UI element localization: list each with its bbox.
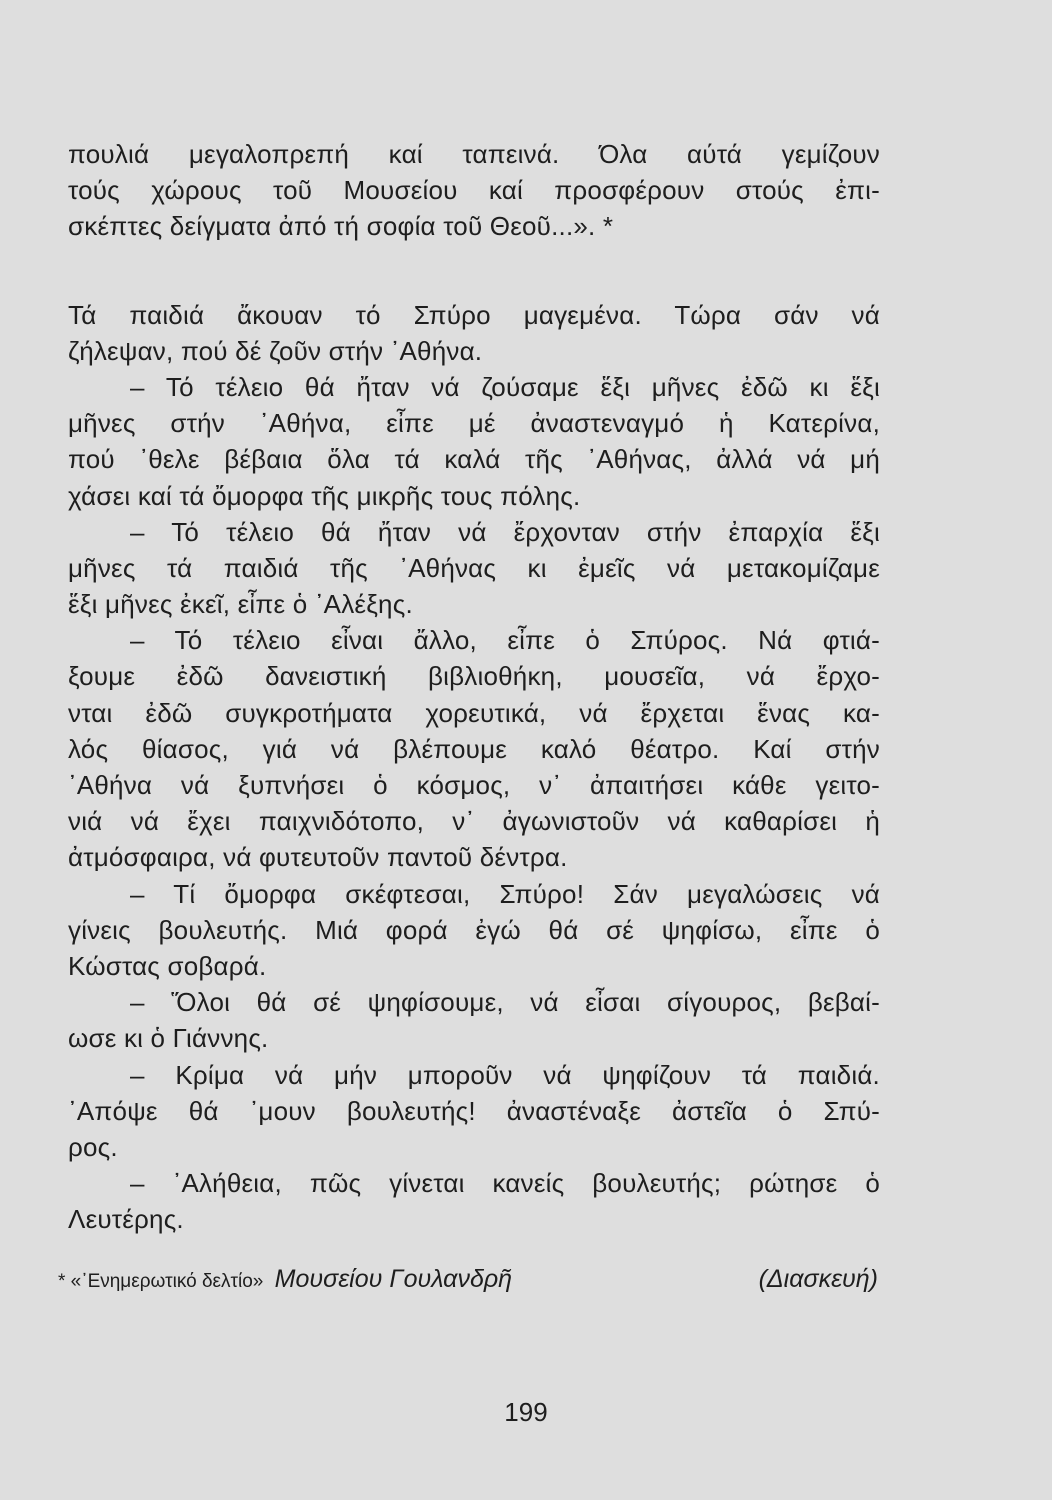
footnote-marker: * «᾽Ενημερωτικό δελτίο» — [58, 1271, 264, 1292]
text-line: Τά παιδιά ἄκουαν τό Σπύρο μαγεμένα. Τώρα σάν νά — [68, 299, 880, 330]
text-line: νται ἐδῶ συγκροτήματα χορευτικά, νά ἔρχεται ἕνας κα- — [68, 697, 880, 728]
text-line: ωσε κι ὁ Γιάννης. — [68, 1023, 269, 1054]
text-line: Κώστας σοβαρά. — [68, 950, 267, 981]
dialogue-line: – Ὅλοι θά σέ ψηφίσουμε, νά εἶσαι σίγουρος, βεβαί- — [130, 987, 880, 1018]
text-line: μῆνες στήν ᾽Αθήνα, εἶπε μέ ἀναστεναγμό ἡ Κατερίνα, — [68, 408, 880, 439]
text-line: ξουμε ἐδῶ δανειστική βιβλιοθήκη, μουσεῖα, νά ἔρχο- — [68, 661, 880, 692]
text-line: λός θίασος, γιά νά βλέπουμε καλό θέατρο. Καί στήν — [68, 733, 880, 764]
footnote-source: Μουσείου Γουλανδρῆ — [274, 1265, 513, 1293]
text-line: χάσει καί τά ὄμορφα τῆς μικρῆς τους πόλης. — [68, 480, 581, 511]
body-text — [68, 136, 880, 1237]
text-line: νιά νά ἔχει παιχνιδότοπο, ν᾽ ἀγωνιστοῦν νά καθαρίσει ἡ — [68, 806, 880, 837]
text-line: γίνεις βουλευτής. Μιά φορά ἐγώ θά σέ ψηφίσω, εἶπε ὁ — [68, 914, 880, 945]
dialogue-line: – Κρίμα νά μήν μποροῦν νά ψηφίζουν τά παιδιά. — [130, 1059, 880, 1090]
text-line: πουλιά μεγαλοπρεπή καί ταπεινά. Όλα αύτά γεμίζουν — [68, 139, 880, 169]
text-line: μῆνες τά παιδιά τῆς ᾽Αθήνας κι ἐμεῖς νά μετακομίζαμε — [68, 552, 880, 583]
text-line: ρος. — [68, 1131, 118, 1162]
text-line: Λευτέρης. — [68, 1204, 184, 1235]
page-number: 199 — [504, 1397, 548, 1427]
paragraph-gap — [68, 245, 880, 297]
footnote-note: (Διασκευή) — [758, 1265, 878, 1293]
footnote — [58, 1264, 878, 1294]
dialogue-line: – Τό τέλειο εἶναι ἄλλο, εἶπε ὁ Σπύρος. Νά φτιά- — [130, 625, 880, 656]
text-line: πού ᾽θελε βέβαια ὅλα τά καλά τῆς ᾽Αθήνας, ἀλλά νά μή — [68, 444, 880, 475]
dialogue-line: – Τί ὄμορφα σκέφτεσαι, Σπύρο! Σάν μεγαλώσεις νά — [130, 878, 880, 909]
text-line: ᾽Απόψε θά ᾽μουν βουλευτής! ἀναστέναξε ἀστεῖα ὁ Σπύ- — [68, 1095, 880, 1126]
dialogue-line: – Τό τέλειο θά ἤταν νά ἔρχονταν στήν ἐπαρχία ἕξι — [130, 516, 880, 547]
text-line: ἀτμόσφαιρα, νά φυτευτοῦν παντοῦ δέντρα. — [68, 842, 568, 873]
dialogue-line: – Τό τέλειο θά ἤταν νά ζούσαμε ἕξι μῆνες ἐδῶ κι ἕξι — [130, 371, 880, 402]
text-line: τούς χώρους τοῦ Μουσείου καί προσφέρουν στούς ἐπι- — [68, 175, 880, 206]
text-line: ἕξι μῆνες ἐκεῖ, εἶπε ὁ ᾽Αλέξης. — [68, 589, 413, 620]
text-line: σκέπτες δείγματα ἀπό τή σοφία τοῦ Θεοῦ...». * — [68, 211, 614, 242]
dialogue-line: – ᾽Αλήθεια, πῶς γίνεται κανείς βουλευτής; ρώτησε ὁ — [130, 1168, 880, 1199]
text-line: ᾽Αθήνα νά ξυπνήσει ὁ κόσμος, ν᾽ ἀπαιτήσει κάθε γειτο- — [68, 770, 880, 800]
text-line: ζήλεψαν, πού δέ ζοῦν στήν ᾽Αθήνα. — [68, 335, 483, 366]
